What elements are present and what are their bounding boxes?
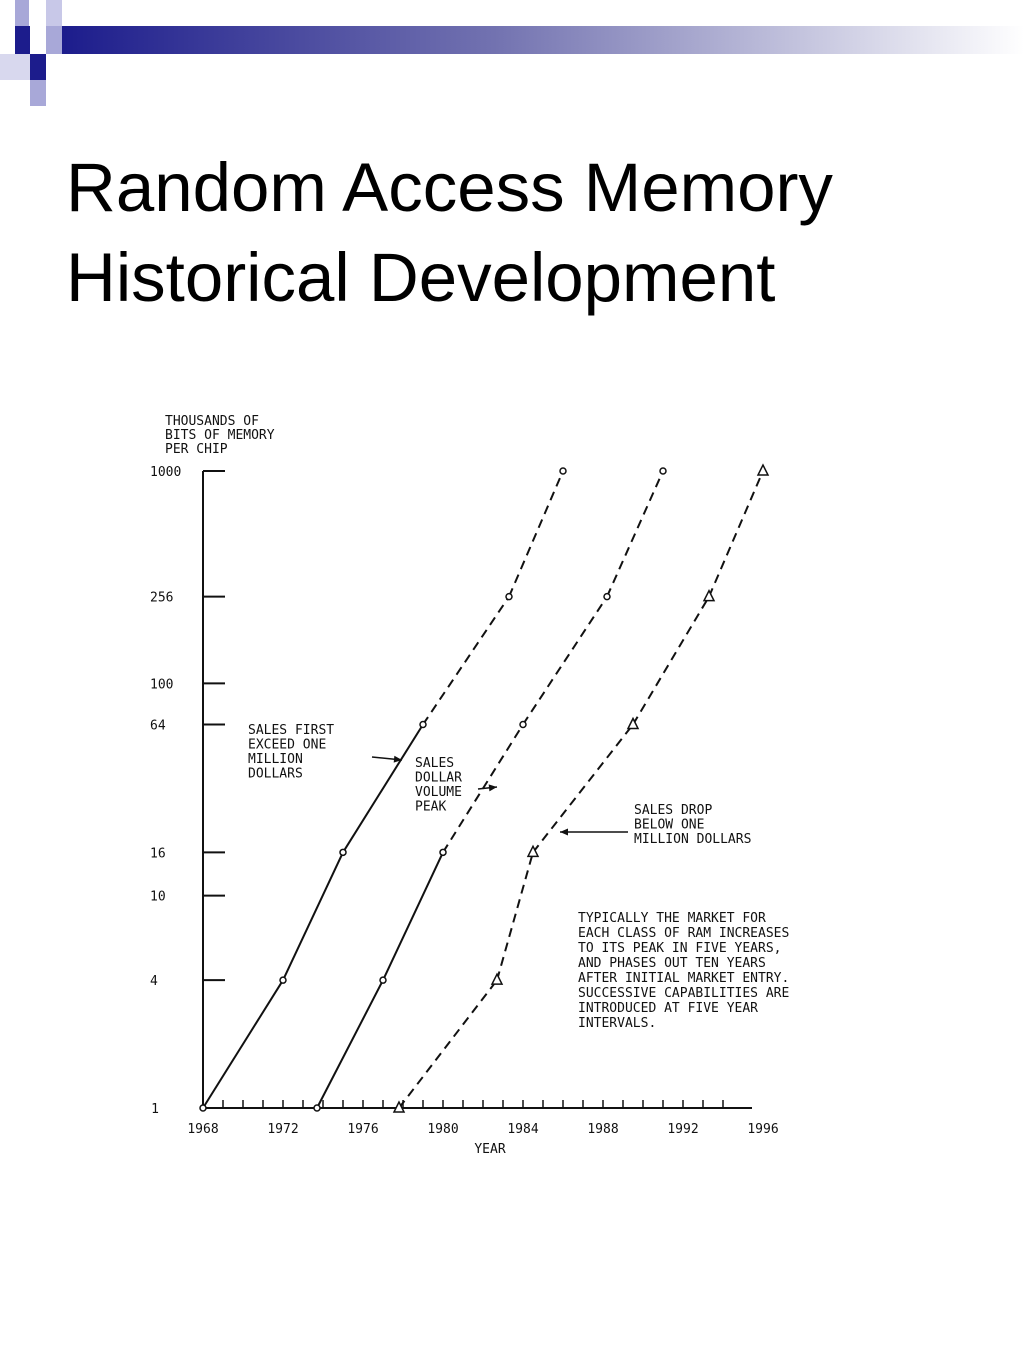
note-line: TO ITS PEAK IN FIVE YEARS, [578,941,782,956]
series-2-point [520,721,526,727]
series-1-segment [283,852,343,980]
series-3-segment [497,852,533,980]
annotation-3-line: MILLION DOLLARS [634,832,752,847]
series-2-point [604,594,610,600]
y-tick-label: 1000 [150,465,182,480]
annotation-2-line: SALES [415,756,455,771]
y-tick-label: 100 [150,677,174,693]
annotation-1-line: EXCEED ONE [248,737,327,753]
x-axis-label: YEAR [474,1142,506,1157]
x-tick-label: 1980 [427,1122,459,1137]
series-1-point [200,1105,206,1111]
series-2-segment [523,597,607,725]
series-1-point [420,721,426,727]
x-tick-label: 1996 [747,1122,779,1137]
annotation-1-line: DOLLARS [248,766,303,782]
annotation-2-line: PEAK [415,799,447,815]
y-tick-label: 16 [150,846,166,862]
y-tick-label: 64 [150,718,166,734]
y-tick-label: 256 [150,590,174,606]
header-square-2 [15,26,30,54]
x-tick-label: 1984 [507,1122,539,1137]
header-square-5 [46,0,62,26]
series-3-segment [709,471,763,597]
x-tick-label: 1976 [347,1122,379,1137]
series-1-segment [509,471,563,597]
note-line: AFTER INITIAL MARKET ENTRY. [578,971,790,986]
series-3-point [492,974,502,984]
slide-title-line-2: Historical Development [66,239,776,316]
y-tick-label: 1 [151,1102,159,1117]
y-tick-label: 4 [150,974,158,990]
series-3-point [704,591,714,601]
series-1-point [506,594,512,600]
note-line: INTERVALS. [578,1016,657,1031]
series-1-segment [423,597,509,725]
series-2-point [314,1105,320,1111]
y-axis-label-line: PER CHIP [165,442,228,457]
note-line: TYPICALLY THE MARKET FOR [578,911,766,926]
ram-chart-svg [0,380,1024,1200]
series-2-segment [607,471,663,597]
header-square-8 [30,80,46,106]
slide-header-decoration [0,0,1024,110]
annotation-1-line: MILLION [248,752,303,767]
y-axis-label-line: BITS OF MEMORY [165,428,275,443]
header-square-4 [46,26,62,54]
series-3-point [758,465,768,475]
header-square-6 [0,54,30,80]
series-3-segment [399,980,497,1108]
x-tick-label: 1988 [587,1122,619,1137]
header-gradient-bar [60,26,1024,54]
series-1-segment [203,980,283,1108]
series-2-point [440,849,446,855]
note-line: EACH CLASS OF RAM INCREASES [578,926,790,941]
x-tick-label: 1968 [187,1122,219,1137]
series-1-point [340,849,346,855]
x-tick-label: 1992 [667,1122,699,1137]
header-square-7 [30,54,46,80]
series-3-segment [633,597,709,725]
ram-chart [0,380,1024,1200]
series-2-segment [383,852,443,980]
annotation-2-line: DOLLAR [415,770,462,786]
series-2-point [380,977,386,983]
series-2-segment [317,980,383,1108]
series-2-point [660,468,666,474]
annotation-2-line: VOLUME [415,785,462,800]
series-1-point [560,468,566,474]
series-3-segment [533,724,633,852]
y-tick-label: 10 [150,889,166,905]
note-line: AND PHASES OUT TEN YEARS [578,956,766,971]
header-square-1 [15,0,29,26]
x-tick-label: 1972 [267,1122,299,1137]
slide-title [66,143,1006,323]
annotation-3-line: BELOW ONE [634,817,705,833]
header-square-3 [30,26,46,54]
annotation-3-line: SALES DROP [634,803,713,818]
series-1-point [280,977,286,983]
series-1-segment [343,724,423,852]
slide-title-line-1: Random Access Memory [66,149,833,226]
annotation-1-line: SALES FIRST [248,723,335,738]
note-line: SUCCESSIVE CAPABILITIES ARE [578,986,790,1001]
annotation-3-arrowhead [560,829,568,836]
note-line: INTRODUCED AT FIVE YEAR [578,1001,759,1016]
y-axis-label-line: THOUSANDS OF [165,414,259,429]
